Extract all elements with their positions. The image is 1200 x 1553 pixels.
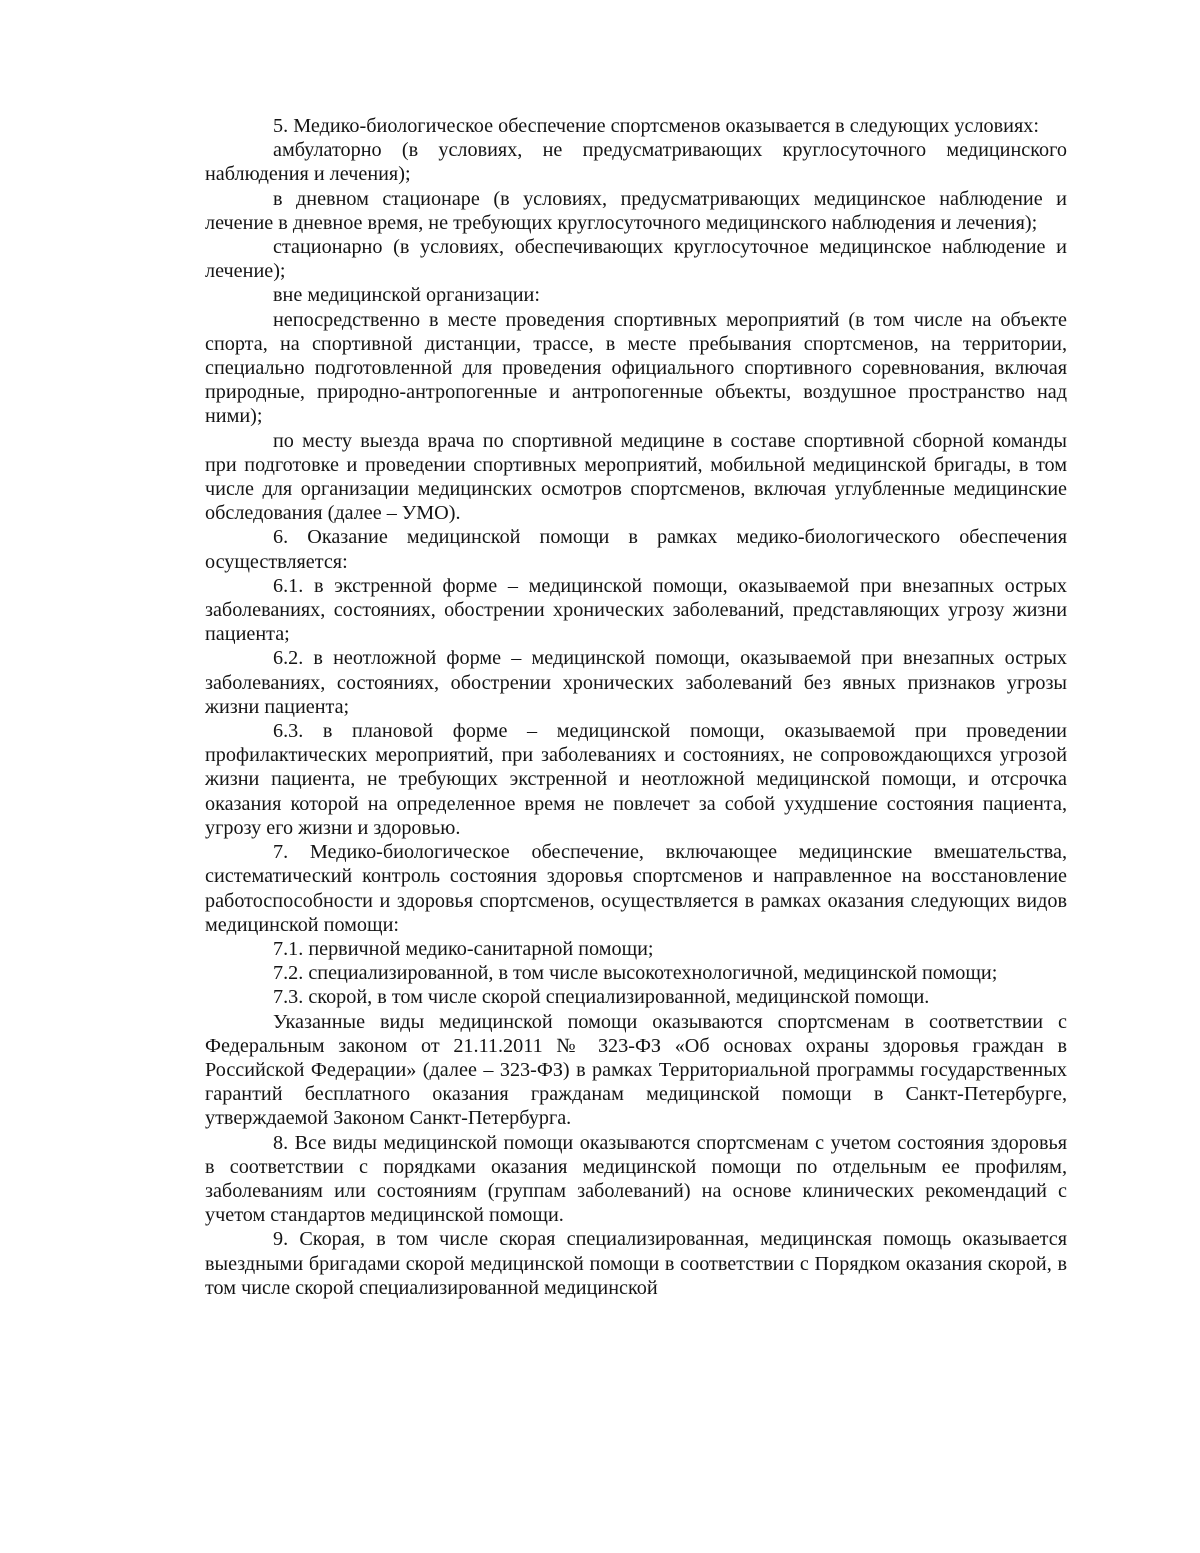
paragraph-day-hospital: в дневном стационаре (в условиях, предусматривающих медицинское наблюдение и лечение в дневное время, не требующих круглосуточного медицинского наблюдения и лечения); [205,187,1067,234]
paragraph-9: 9. Скорая, в том числе скорая специализированная, медицинская помощь оказывается выездными бригадами скорой медицинской помощи в соответствии с Порядком оказания скорой, в том числе скорой специализированной медицинской [205,1228,1067,1299]
paragraph-7-1: 7.1. первичной медико-санитарной помощи; [273,937,654,960]
paragraph-7: 7. Медико-биологическое обеспечение, включающее медицинские вмешательства, систематический контроль состояния здоровья спортсменов и направленное на восстановление работоспособности и здоровья спортсменов, осуществляется в рамках оказания следующих видов медицинской помощи: [205,841,1067,936]
paragraph-event-site: непосредственно в месте проведения спортивных мероприятий (в том числе на объекте спорта, на спортивной дистанции, трассе, в месте пребывания спортсменов, на территории, специально подготовленной для проведения официального спортивного соревнования, включая природные, природно-антропогенные и антропогенные объекты, воздушное пространство над ними); [205,308,1067,428]
paragraph-6: 6. Оказание медицинской помощи в рамках медико-биологического обеспечения осуществляется: [205,526,1067,573]
paragraph-doctor-visit: по месту выезда врача по спортивной медицине в составе спортивной сборной команды при подготовке и проведении спортивных мероприятий, мобильной медицинской бригады, в том числе для организации медицинских осмотров спортсменов, включая углубленные медицинские обследования (далее – УМО). [205,429,1067,525]
paragraph-7-3: 7.3. скорой, в том числе скорой специализированной, медицинской помощи. [273,986,930,1009]
document-page [205,114,1067,1300]
paragraph-8: 8. Все виды медицинской помощи оказываются спортсменам с учетом состояния здоровья в соответствии с порядками оказания медицинской помощи по отдельным ее профилям, заболеваниям или состояниям (группам заболеваний) на основе клинических рекомендаций с учетом стандартов медицинской помощи. [205,1131,1067,1227]
paragraph-inpatient: стационарно (в условиях, обеспечивающих круглосуточное медицинское наблюдение и лечение); [205,236,1067,283]
paragraph-6-1: 6.1. в экстренной форме – медицинской помощи, оказываемой при внезапных острых заболеваниях, состояниях, обострении хронических заболеваний, представляющих угрозу жизни пациента; [205,574,1067,646]
paragraph-care-types: Указанные виды медицинской помощи оказываются спортсменам в соответствии с Федеральным законом от 21.11.2011 № 323-ФЗ «Об основах охраны здоровья граждан в Российской Федерации» (далее – 323-ФЗ) в рамках Территориальной программы государственных гарантий бесплатного оказания гражданам медицинской помощи в Санкт-Петербурге, утверждаемой Законом Санкт-Петербурга. [205,1010,1067,1130]
paragraph-5: 5. Медико-биологическое обеспечение спортсменов оказывается в следующих условиях: [273,115,1039,137]
paragraph-outside-organization: вне медицинской организации: [273,284,540,307]
paragraph-ambulatory: амбулаторно (в условиях, не предусматривающих круглосуточного медицинского наблюдения и лечения); [205,139,1067,186]
paragraph-6-2: 6.2. в неотложной форме – медицинской помощи, оказываемой при внезапных острых заболеваниях, состояниях, обострении хронических заболеваний без явных признаков угрозы жизни пациента; [205,647,1067,718]
paragraph-6-3: 6.3. в плановой форме – медицинской помощи, оказываемой при проведении профилактических мероприятий, при заболеваниях и состояниях, не сопровождающихся угрозой жизни пациента, не требующих экстренной и неотложной медицинской помощи, и отсрочка оказания которой на определенное время не повлечет за собой ухудшение состояния пациента, угрозу его жизни и здоровью. [205,720,1067,839]
paragraph-7-2: 7.2. специализированной, в том числе высокотехнологичной, медицинской помощи; [273,962,998,985]
